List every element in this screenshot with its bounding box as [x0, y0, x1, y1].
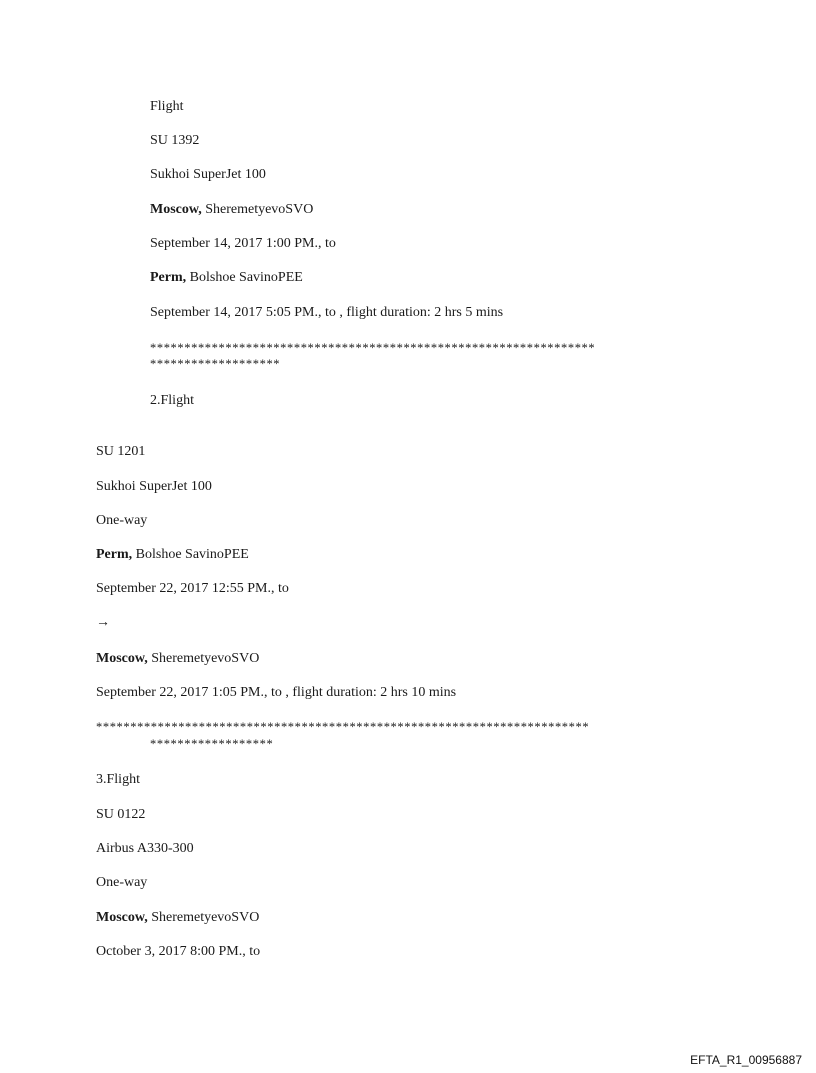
flight2-aircraft: Sukhoi SuperJet 100: [96, 479, 212, 494]
flight2-departure: [96, 546, 249, 564]
flight3-trip-type: One-way: [96, 875, 148, 890]
flight3-number: SU 0122: [96, 807, 146, 822]
flight2-label: 2.Flight: [150, 393, 194, 408]
flight1-separator-line1: *****************************************************************: [150, 341, 596, 355]
flight2-arrival-time: September 22, 2017 1:05 PM., to , flight duration: 2 hrs 10 mins: [96, 685, 457, 700]
flight2-arrival: [96, 650, 259, 668]
flight2-number: SU 1201: [96, 444, 146, 459]
flight1-label: Flight: [150, 99, 184, 114]
document-id: EFTA_R1_00956887: [690, 1053, 802, 1067]
flight1-aircraft: Sukhoi SuperJet 100: [150, 167, 266, 182]
flight1-arrival-city: Perm,: [150, 270, 187, 285]
flight2-trip-type: One-way: [96, 513, 148, 528]
flight1-departure-airport: SheremetyevoSVO: [201, 202, 314, 217]
flight1-arrival-airport: Bolshoe SavinoPEE: [186, 270, 303, 285]
flight1-departure: [150, 201, 313, 219]
flight1-departure-city: Moscow,: [150, 202, 202, 217]
flight1-arrival: [150, 269, 303, 287]
flight3-departure-time: October 3, 2017 8:00 PM., to: [96, 944, 261, 959]
flight2-departure-airport: Bolshoe SavinoPEE: [132, 547, 249, 562]
flight1-arrival-time: September 14, 2017 5:05 PM., to , flight duration: 2 hrs 5 mins: [150, 305, 504, 320]
flight2-departure-city: Perm,: [96, 547, 133, 562]
flight3-departure: [96, 909, 259, 927]
flight1-separator-line2: *******************: [150, 357, 281, 371]
flight3-label: 3.Flight: [96, 772, 140, 787]
flight2-arrival-airport: SheremetyevoSVO: [147, 651, 260, 666]
flight2-departure-time: September 22, 2017 12:55 PM., to: [96, 581, 289, 596]
flight3-departure-airport: SheremetyevoSVO: [147, 910, 260, 925]
arrow-right-icon: →: [96, 615, 110, 630]
flight2-separator-line2: ******************: [150, 737, 274, 751]
flight3-aircraft: Airbus A330-300: [96, 841, 194, 856]
flight1-departure-time: September 14, 2017 1:00 PM., to: [150, 236, 336, 251]
flight1-number: SU 1392: [150, 133, 200, 148]
flight2-separator-line1: ************************************************************************: [96, 720, 590, 734]
flight2-arrival-city: Moscow,: [96, 651, 148, 666]
flight3-departure-city: Moscow,: [96, 910, 148, 925]
